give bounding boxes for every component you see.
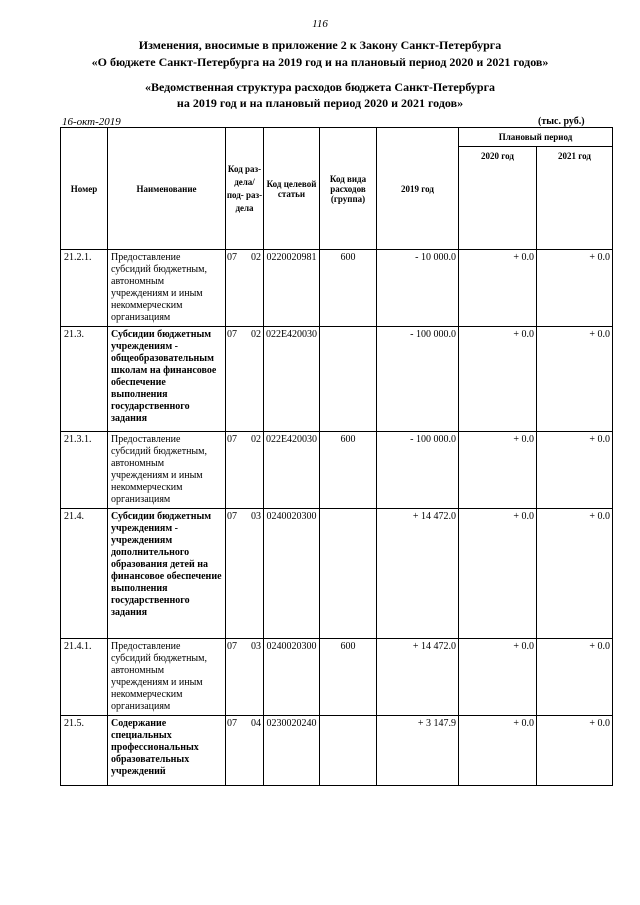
row-number: 21.3. — [61, 327, 108, 432]
row-value-2021: + 0.0 — [537, 509, 613, 639]
document-title-line-1: Изменения, вносимые в приложение 2 к Закону Санкт-Петербурга — [138, 38, 502, 52]
row-expense-kind: 600 — [320, 639, 377, 716]
header-number: Номер — [61, 128, 108, 250]
header-name: Наименование — [108, 128, 226, 250]
table-row — [61, 327, 613, 432]
document-subtitle-line-1: «Ведомственная структура расходов бюджета Санкт-Петербурга — [144, 80, 496, 94]
row-target-code: 0240020300 — [264, 509, 320, 639]
row-value-2020: + 0.0 — [459, 327, 537, 432]
row-expense-kind — [320, 716, 377, 786]
document-subtitle-line-2: на 2019 год и на плановый период 2020 и 2021 годов» — [176, 96, 464, 110]
row-subsection: 03 — [244, 639, 264, 716]
row-section: 07 — [226, 639, 244, 716]
row-name: Предоставление субсидий бюджетным, автономным учреждениям и иным некоммерческим организациям — [108, 250, 226, 327]
header-planned-period: Плановый период — [459, 128, 613, 147]
header-target-code: Код целевой статьи — [264, 128, 320, 250]
row-section: 07 — [226, 716, 244, 786]
row-value-2021: + 0.0 — [537, 250, 613, 327]
page-number: 116 — [312, 18, 328, 30]
row-number: 21.4.1. — [61, 639, 108, 716]
row-value-2020: + 0.0 — [459, 509, 537, 639]
table-body — [61, 250, 613, 786]
row-subsection: 02 — [244, 327, 264, 432]
row-value-2020: + 0.0 — [459, 716, 537, 786]
row-name: Предоставление субсидий бюджетным, автономным учреждениям и иным некоммерческим организациям — [108, 639, 226, 716]
table-row — [61, 432, 613, 509]
header-expense-kind: Код вида расходов (группа) — [320, 128, 377, 250]
document-title-line-2: «О бюджете Санкт-Петербурга на 2019 год и на плановый период 2020 и 2021 годов» — [91, 55, 549, 69]
row-value-2019: + 3 147.9 — [377, 716, 459, 786]
table-row — [61, 716, 613, 786]
row-value-2019: - 100 000.0 — [377, 432, 459, 509]
row-number: 21.2.1. — [61, 250, 108, 327]
row-number: 21.3.1. — [61, 432, 108, 509]
row-value-2020: + 0.0 — [459, 250, 537, 327]
header-year-2020: 2020 год — [459, 147, 537, 250]
row-name: Субсидии бюджетным учреждениям - общеобразовательным школам на финансовое обеспечение выполнения государственного задания — [108, 327, 226, 432]
row-number: 21.5. — [61, 716, 108, 786]
table-row — [61, 250, 613, 327]
budget-table — [60, 127, 613, 786]
row-section: 07 — [226, 327, 244, 432]
row-expense-kind: 600 — [320, 432, 377, 509]
row-value-2021: + 0.0 — [537, 716, 613, 786]
row-expense-kind — [320, 327, 377, 432]
row-value-2021: + 0.0 — [537, 327, 613, 432]
header-year-2019: 2019 год — [377, 128, 459, 250]
row-subsection: 02 — [244, 432, 264, 509]
row-target-code: 0230020240 — [264, 716, 320, 786]
table-row — [61, 509, 613, 639]
row-name: Содержание специальных профессиональных образовательных учреждений — [108, 716, 226, 786]
row-target-code: 0240020300 — [264, 639, 320, 716]
row-section: 07 — [226, 432, 244, 509]
row-value-2020: + 0.0 — [459, 639, 537, 716]
row-name: Предоставление субсидий бюджетным, автономным учреждениям и иным некоммерческим организациям — [108, 432, 226, 509]
units-label: (тыс. руб.) — [538, 116, 585, 127]
row-value-2021: + 0.0 — [537, 639, 613, 716]
row-expense-kind — [320, 509, 377, 639]
row-subsection: 04 — [244, 716, 264, 786]
row-subsection: 02 — [244, 250, 264, 327]
row-value-2019: - 100 000.0 — [377, 327, 459, 432]
row-target-code: 022Е420030 — [264, 432, 320, 509]
header-section-code: Код раз- дела/ под- раз- дела — [226, 128, 264, 250]
header-year-2021: 2021 год — [537, 147, 613, 250]
row-number: 21.4. — [61, 509, 108, 639]
row-section: 07 — [226, 509, 244, 639]
row-value-2019: - 10 000.0 — [377, 250, 459, 327]
row-value-2020: + 0.0 — [459, 432, 537, 509]
row-value-2019: + 14 472.0 — [377, 639, 459, 716]
row-target-code: 022Е420030 — [264, 327, 320, 432]
document-date: 16-окт-2019 — [62, 116, 121, 128]
row-value-2019: + 14 472.0 — [377, 509, 459, 639]
row-name: Субсидии бюджетным учреждениям - учреждениям дополнительного образования детей на финансовое обеспечение выполнения государственного задания — [108, 509, 226, 639]
row-section: 07 — [226, 250, 244, 327]
row-target-code: 0220020981 — [264, 250, 320, 327]
row-expense-kind: 600 — [320, 250, 377, 327]
row-value-2021: + 0.0 — [537, 432, 613, 509]
row-subsection: 03 — [244, 509, 264, 639]
table-row — [61, 639, 613, 716]
